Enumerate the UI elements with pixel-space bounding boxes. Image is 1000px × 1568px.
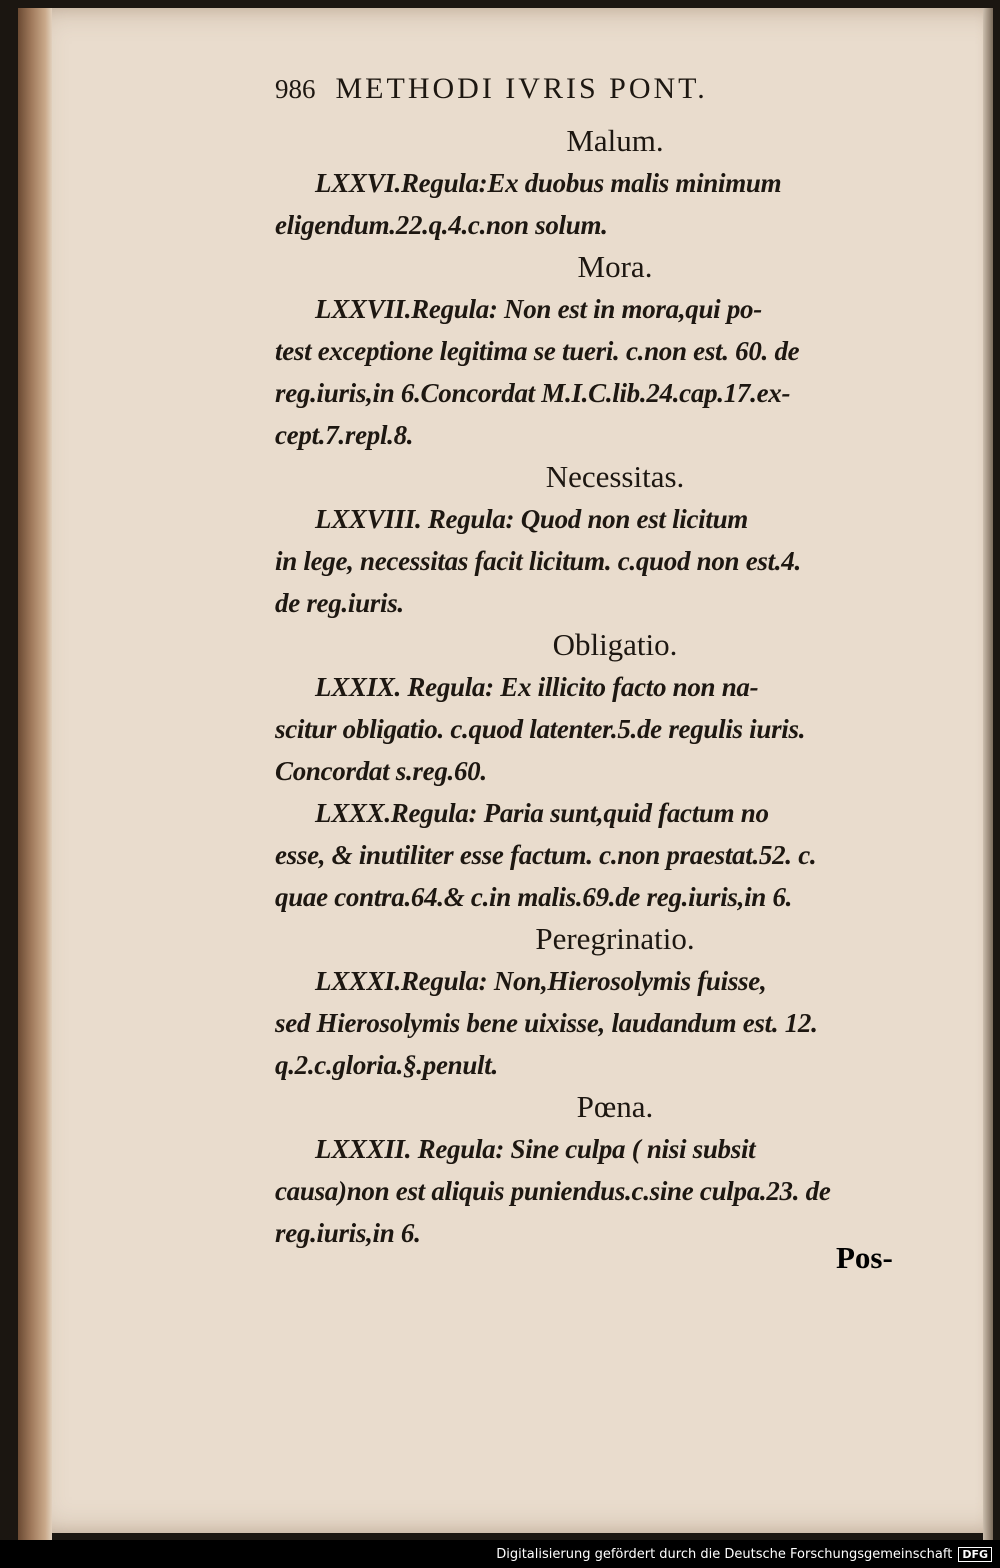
rule-line: LXXIX. Regula: Ex illicito facto non na-	[315, 672, 759, 702]
section-heading: Malum.	[566, 123, 664, 158]
rule-line: eligendum.22.q.4.c.non solum.	[275, 210, 608, 240]
dfg-logo-icon: DFG	[958, 1547, 992, 1562]
rule-line: de reg.iuris.	[275, 588, 404, 618]
rule-line: Concordat s.reg.60.	[275, 756, 487, 786]
section-heading: Pœna.	[576, 1089, 654, 1124]
page-text	[275, 72, 915, 1254]
rule-line: q.2.c.gloria.§.penult.	[275, 1050, 498, 1080]
rule-line: LXXXII. Regula: Sine culpa ( nisi subsit	[315, 1134, 756, 1164]
running-head	[275, 72, 915, 120]
running-title: METHODI IVRIS PONT.	[335, 72, 708, 105]
rule-line: causa)non est aliquis puniendus.c.sine culpa.23. de	[275, 1176, 831, 1206]
rule-line: quae contra.64.& c.in malis.69.de reg.iuris,in 6.	[275, 882, 793, 912]
rule-line: scitur obligatio. c.quod latenter.5.de regulis iuris.	[275, 714, 806, 744]
digitization-footer	[0, 1540, 1000, 1568]
page-number: 986	[275, 74, 316, 104]
section-heading: Necessitas.	[545, 459, 685, 494]
rule-line: sed Hierosolymis bene uixisse, laudandum est. 12.	[275, 1008, 818, 1038]
page-edge	[983, 8, 993, 1543]
rule-line: reg.iuris,in 6.	[275, 1218, 421, 1248]
rule-line: test exceptione legitima se tueri. c.non est. 60. de	[275, 336, 800, 366]
catchword: Pos-	[836, 1240, 893, 1275]
footer-credit: Digitalisierung gefördert durch die Deutsche Forschungsgemeinschaft	[496, 1546, 953, 1562]
rule-line: LXXX.Regula: Paria sunt,quid factum no	[315, 798, 769, 828]
rule-line: cept.7.repl.8.	[275, 420, 414, 450]
section-heading: Mora.	[577, 249, 653, 284]
section-heading: Obligatio.	[552, 627, 678, 662]
rule-line: LXXVI.Regula:Ex duobus malis minimum	[315, 168, 782, 198]
rule-line: reg.iuris,in 6.Concordat M.I.C.lib.24.cap.17.ex-	[275, 378, 791, 408]
rule-line: LXXVII.Regula: Non est in mora,qui po-	[315, 294, 762, 324]
rule-line: LXXVIII. Regula: Quod non est licitum	[315, 504, 748, 534]
book-spine	[18, 8, 52, 1543]
section-heading: Peregrinatio.	[535, 921, 695, 956]
rule-line: esse, & inutiliter esse factum. c.non praestat.52. c.	[275, 840, 817, 870]
rule-line: in lege, necessitas facit licitum. c.quod non est.4.	[275, 546, 801, 576]
rule-line: LXXXI.Regula: Non,Hierosolymis fuisse,	[315, 966, 767, 996]
